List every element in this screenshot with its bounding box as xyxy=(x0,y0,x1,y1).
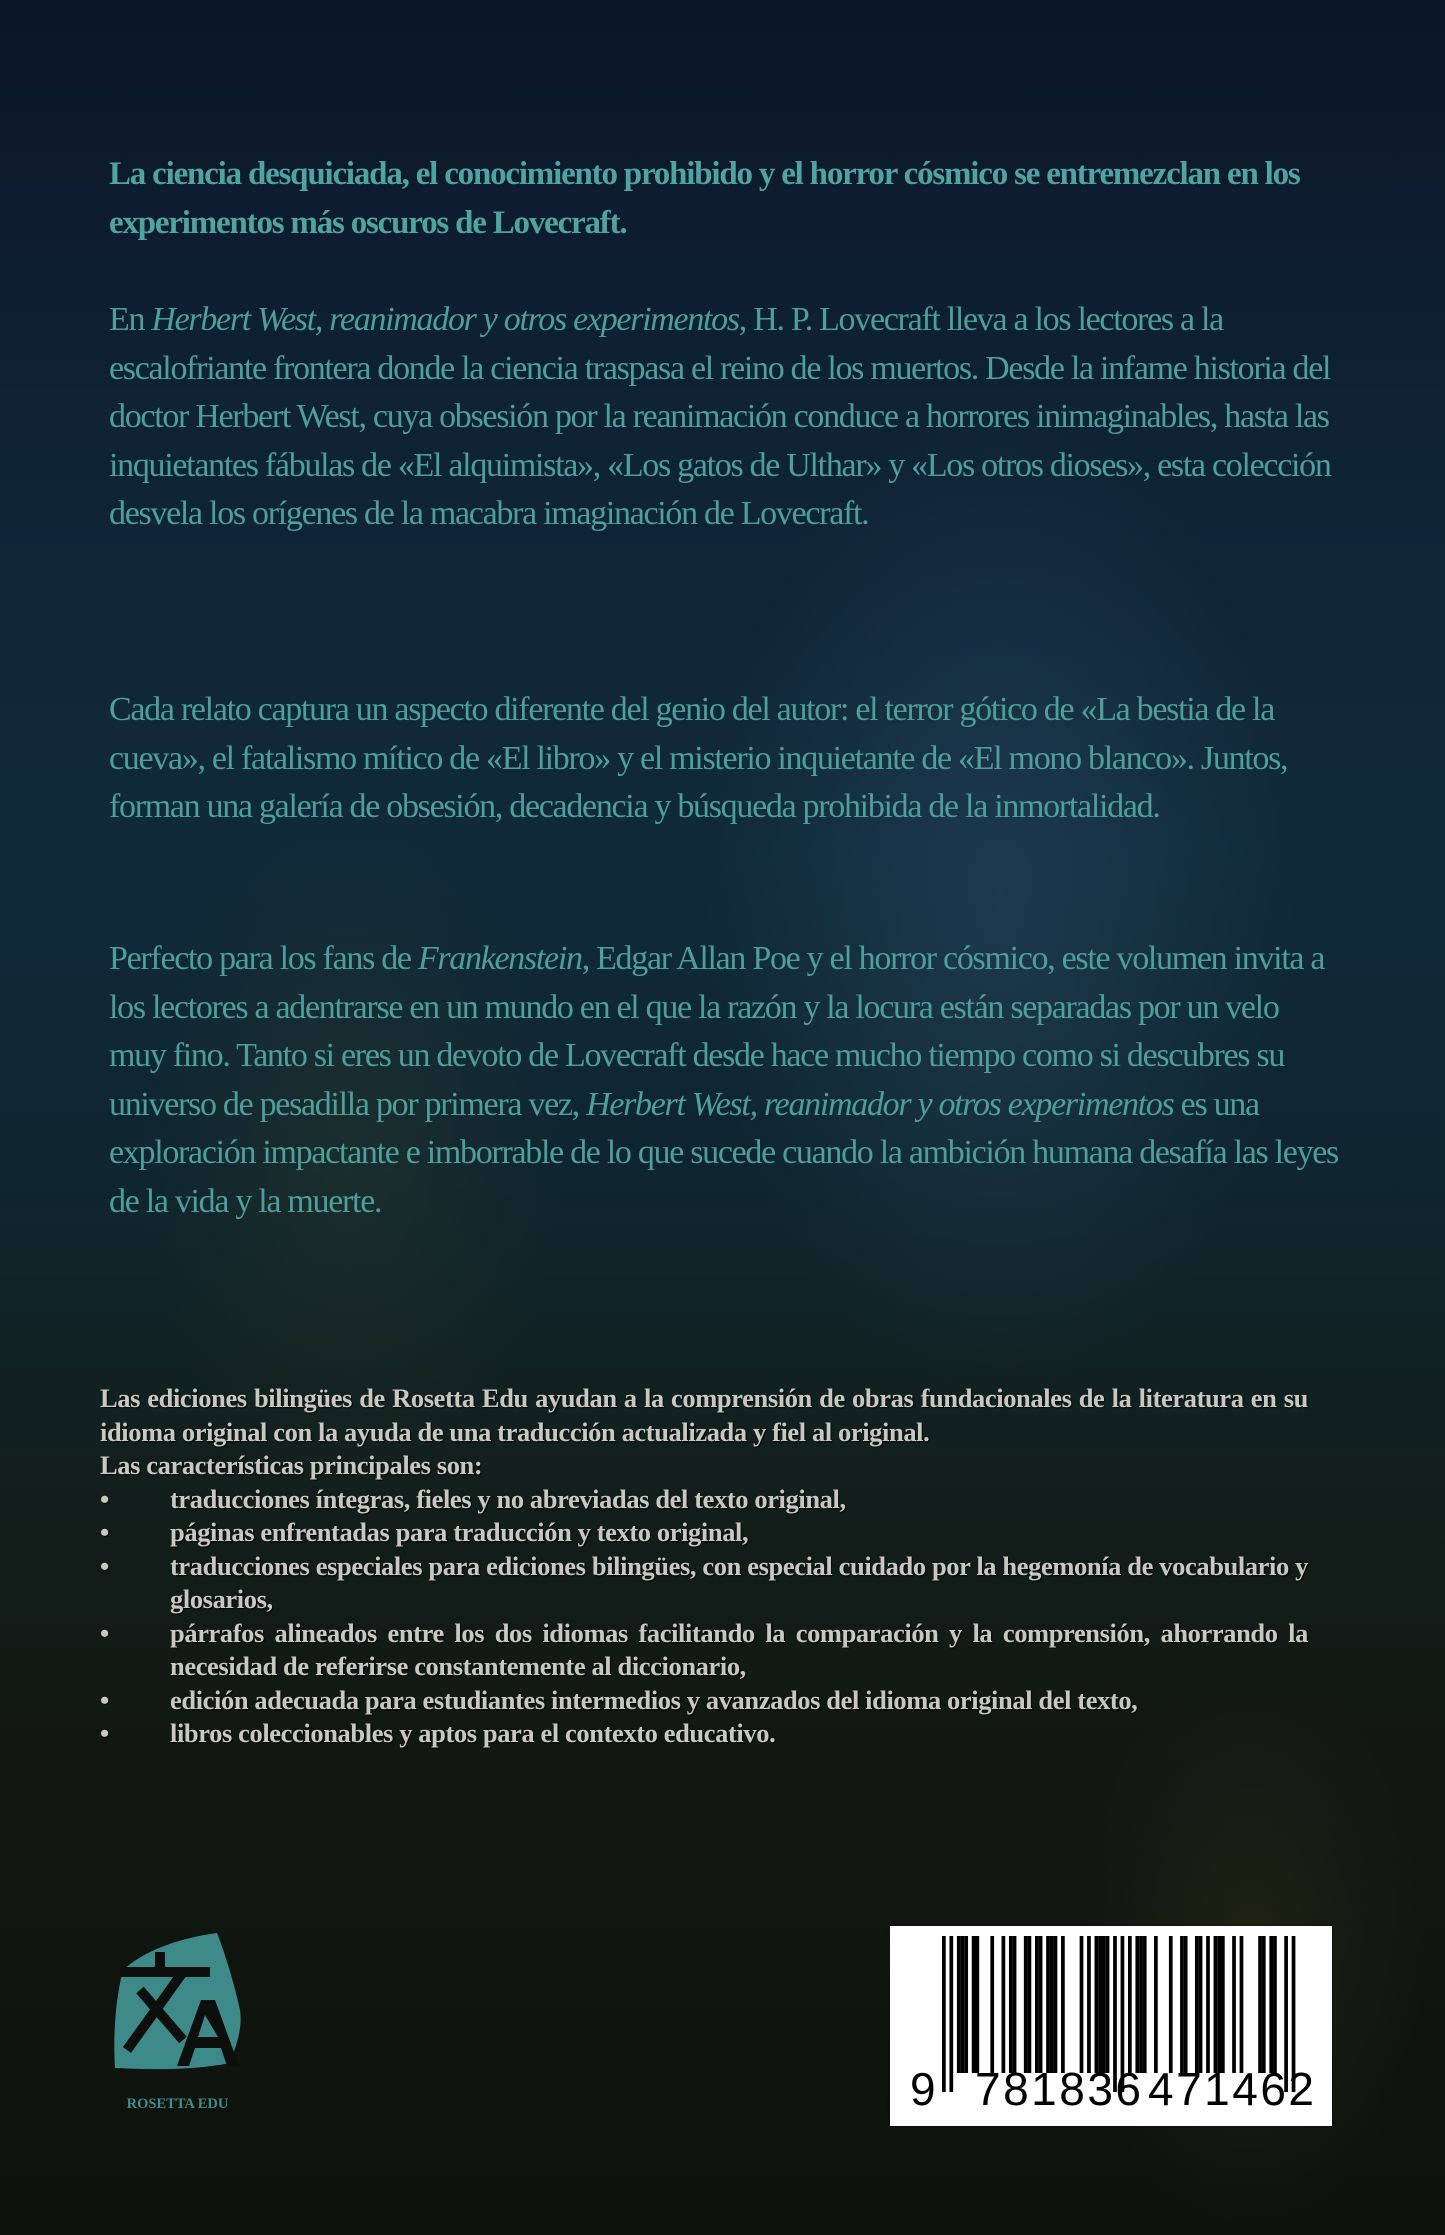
feature-item xyxy=(100,1717,1308,1751)
features-list xyxy=(100,1483,1308,1751)
synopsis-paragraph-2: Cada relato captura un aspecto diferente del genio del autor: el terror gótico de «La bestia de la cueva», el fatalismo mítico de «El libro» y el misterio inquietante de «El mono blanco». Juntos, forman una galería de obsesión, decadencia y búsqueda prohibida de la inmortalidad. xyxy=(109,691,1288,825)
feature-text: edición adecuada para estudiantes intermedios y avanzados del idioma original del texto, xyxy=(170,1684,1138,1715)
text: Perfecto para los fans de xyxy=(109,940,418,977)
feature-text: traducciones especiales para ediciones bilingües, con especial cuidado por la hegemonía de vocabulario y glosarios, xyxy=(170,1550,1308,1614)
bullet-icon: • xyxy=(100,1617,109,1648)
feature-item xyxy=(100,1483,1308,1517)
text: , H. P. Lovecraft lleva a los lectores a la escalofriante frontera donde la ciencia traspasa el reino de los muertos. Desde la infame historia del doctor Herbert West, cuya obsesión por la reanimación conduce a horrores inimaginables, hasta las inquietantes fábulas de «El alquimista», «Los gatos de Ulthar» y «Los otros dioses», esta colección desvela los orígenes de la macabra imaginación de Lovecraft. xyxy=(109,301,1331,532)
bullet-icon: • xyxy=(100,1517,109,1547)
features-heading: Las características principales son: xyxy=(100,1450,483,1480)
feature-text: traducciones íntegras, fieles y no abreviadas del texto original, xyxy=(170,1483,846,1514)
text: es una exploración impactante e imborrable de lo que sucede cuando la ambición humana desafía las leyes de la vida y la muerte. xyxy=(109,1085,1338,1220)
feature-text: párrafos alineados entre los dos idiomas facilitando la comparación y la comprensión, ahorrando la necesidad de referirse constantemente al diccionario, xyxy=(170,1617,1308,1681)
bullet-icon: • xyxy=(100,1550,109,1581)
barcode-left-group: 781836 xyxy=(975,2063,1144,2115)
text: En xyxy=(109,301,152,338)
barcode-first-digit: 9 xyxy=(910,2063,938,2115)
isbn-barcode xyxy=(890,1926,1332,2126)
translate-icon xyxy=(105,1930,245,2070)
feature-item xyxy=(100,1617,1308,1684)
feature-item xyxy=(100,1516,1308,1550)
text: , Edgar Allan Poe y el horror cósmico, este volumen invita a los lectores a adentrarse en un mundo en el que la razón y la locura están separadas por un velo muy fino. Tanto si eres un devoto de Lovecraft desde hace mucho tiempo como si descubres su universo de pesadilla por primera vez, xyxy=(109,940,1325,1123)
book-title-italic: Herbert West, reanimador y otros experimentos xyxy=(151,301,739,338)
barcode-right-group: 471462 xyxy=(1148,2063,1317,2115)
edition-info xyxy=(100,1382,1308,1751)
frankenstein-italic: Frankenstein xyxy=(417,940,582,977)
synopsis-paragraph-1 xyxy=(109,296,1339,539)
bullet-icon: • xyxy=(100,1718,109,1748)
lead-tagline: La ciencia desquiciada, el conocimiento prohibido y el horror cósmico se entremezclan en los experimentos más oscuros de Lovecraft. xyxy=(109,156,1300,241)
feature-item xyxy=(100,1550,1308,1617)
bullet-icon: • xyxy=(100,1483,109,1514)
feature-item xyxy=(100,1684,1308,1718)
bullet-icon: • xyxy=(100,1684,109,1715)
feature-text: páginas enfrentadas para traducción y texto original, xyxy=(170,1517,749,1547)
publisher-name: ROSETTA EDU xyxy=(126,2096,229,2112)
edition-intro: Las ediciones bilingües de Rosetta Edu ayudan a la comprensión de obras fundacionales de la literatura en su idioma original con la ayuda de una traducción actualizada y fiel al original. xyxy=(100,1383,1308,1447)
book-title-italic: Herbert West, reanimador y otros experimentos xyxy=(586,1085,1174,1123)
publisher-logo xyxy=(105,1930,245,2070)
feature-text: libros coleccionables y aptos para el contexto educativo. xyxy=(170,1718,776,1748)
synopsis-paragraph-3 xyxy=(109,935,1339,1226)
